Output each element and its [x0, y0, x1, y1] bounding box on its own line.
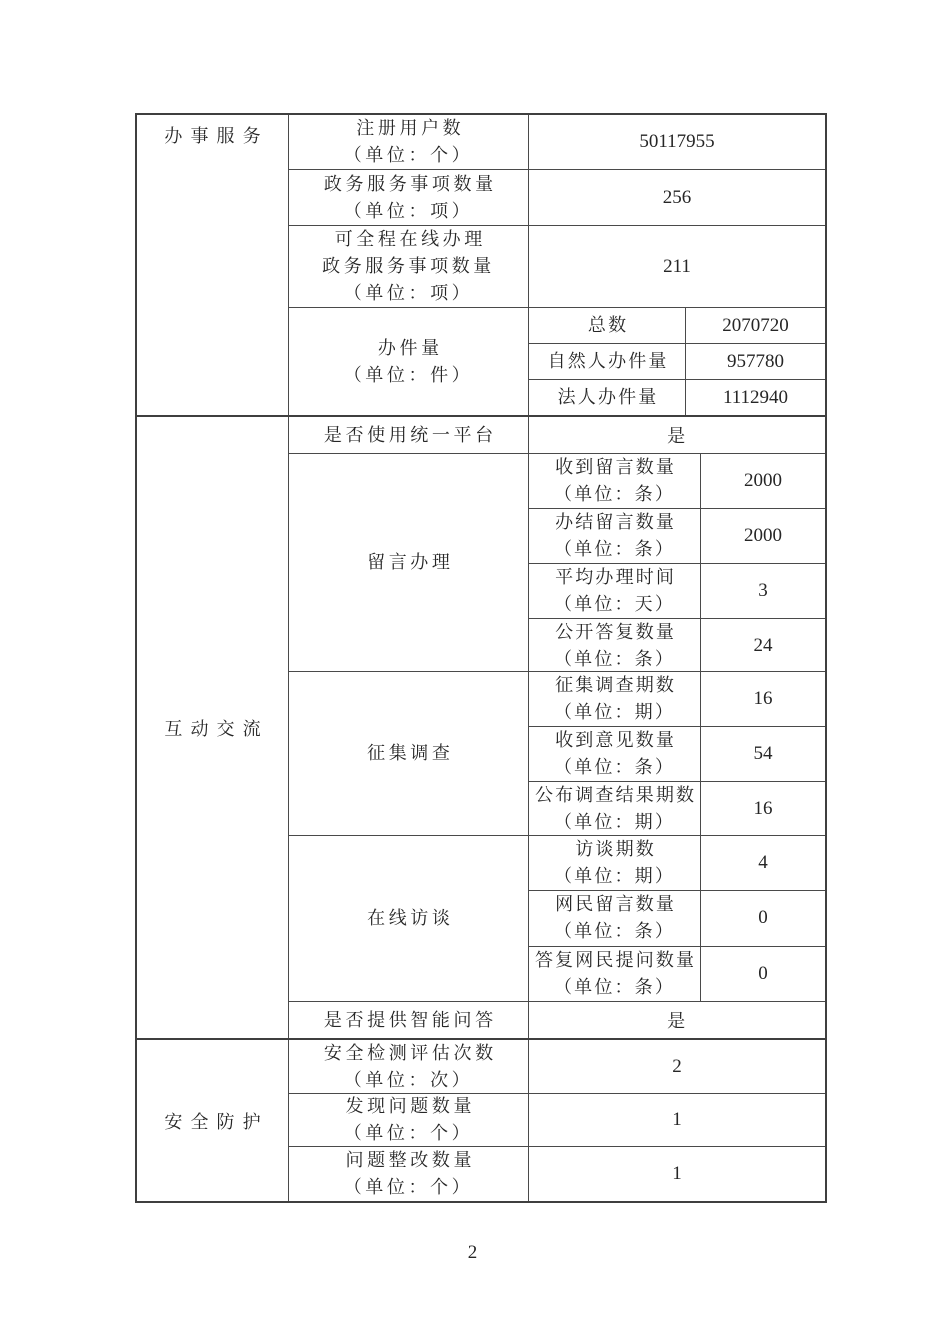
- subrow-group: [529, 672, 825, 835]
- table-subrow: [529, 891, 825, 946]
- metric-label: 是否提供智能问答: [289, 1002, 529, 1038]
- submetric-label: 网民留言数量 （单位：条）: [529, 891, 701, 945]
- metric-label: 问题整改数量 （单位：个）: [289, 1147, 529, 1201]
- category-cell: [137, 417, 289, 1038]
- table-subrow: [529, 564, 825, 619]
- submetric-label: 访谈期数 （单位：期）: [529, 836, 701, 890]
- table-row: [289, 454, 825, 672]
- table-subrow: [529, 454, 825, 509]
- table-row: [289, 308, 825, 415]
- submetric-label: 公开答复数量 （单位：条）: [529, 619, 701, 673]
- submetric-value: 24: [753, 635, 773, 656]
- metric-label: 留言办理: [289, 454, 529, 671]
- table-subrow: [529, 672, 825, 727]
- table-subrow: [529, 947, 825, 1001]
- submetric-value: 1112940: [722, 386, 789, 408]
- submetric-value: 0: [758, 962, 768, 984]
- submetric-label: 征集调查期数 （单位：期）: [529, 672, 701, 726]
- table-subrow: [529, 782, 825, 836]
- metric-label: 发现问题数量 （单位：个）: [289, 1094, 529, 1146]
- submetric-value: 0: [758, 907, 768, 929]
- submetric-label: 总数: [529, 308, 686, 343]
- subrow-group: [529, 454, 825, 671]
- table-row: [289, 115, 825, 170]
- submetric-label: 自然人办件量: [529, 344, 686, 379]
- table-row: [289, 1094, 825, 1147]
- metric-value: 是: [667, 1011, 687, 1031]
- table-subrow: [529, 344, 825, 380]
- submetric-value: 2070720: [722, 314, 789, 336]
- table-subrow: [529, 380, 825, 415]
- submetric-label: 办结留言数量 （单位：条）: [529, 509, 701, 563]
- submetric-label: 法人办件量: [529, 380, 686, 415]
- submetric-label: 答复网民提问数量 （单位：条）: [529, 947, 701, 1001]
- category-cell: [137, 115, 289, 415]
- metric-label: 是否使用统一平台: [289, 417, 529, 453]
- metric-value: 211: [663, 255, 691, 277]
- section-security: [137, 1040, 825, 1201]
- table-row: [289, 170, 825, 226]
- table-row: [289, 417, 825, 454]
- subrow-group: [529, 836, 825, 1001]
- submetric-label: 平均办理时间 （单位：天）: [529, 564, 701, 618]
- submetric-label: 公布调查结果期数 （单位：期）: [529, 782, 701, 836]
- metric-label: 征集调查: [289, 672, 529, 835]
- table-subrow: [529, 308, 825, 344]
- submetric-value: 16: [753, 688, 773, 709]
- table-subrow: [529, 619, 825, 673]
- metric-value: 1: [672, 1163, 682, 1184]
- submetric-value: 16: [753, 798, 773, 819]
- submetric-value: 957780: [727, 350, 784, 372]
- page-number: 2: [467, 1242, 478, 1263]
- submetric-value: 54: [753, 743, 773, 764]
- submetric-value: 4: [758, 852, 768, 874]
- table-row: [289, 1040, 825, 1094]
- table-subrow: [529, 727, 825, 782]
- table-row: [289, 1002, 825, 1038]
- table-row: [289, 1147, 825, 1201]
- section-interaction: [137, 417, 825, 1040]
- metric-label: 政务服务事项数量 （单位：项）: [289, 170, 529, 225]
- table-row: [289, 836, 825, 1002]
- metric-value: 50117955: [639, 131, 715, 152]
- section-body: [289, 1040, 825, 1201]
- submetric-value: 3: [758, 580, 768, 601]
- section-body: [289, 417, 825, 1038]
- category-label: 安全防护: [164, 1111, 269, 1132]
- table-subrow: [529, 836, 825, 891]
- table-subrow: [529, 509, 825, 564]
- submetric-label: 收到意见数量 （单位：条）: [529, 727, 701, 781]
- submetric-value: 2000: [744, 525, 782, 546]
- report-table: [135, 113, 827, 1203]
- metric-label: 在线访谈: [289, 836, 529, 1001]
- submetric-value: 2000: [744, 470, 782, 491]
- metric-value: 2: [672, 1055, 682, 1077]
- category-cell: [137, 1040, 289, 1201]
- metric-value: 是: [667, 426, 687, 446]
- category-label: 办事服务: [164, 126, 269, 146]
- metric-value: 1: [672, 1109, 682, 1130]
- subrow-group: [529, 308, 825, 415]
- section-body: [289, 115, 825, 415]
- metric-value: 256: [662, 186, 692, 208]
- metric-label: 安全检测评估次数 （单位：次）: [289, 1040, 529, 1093]
- table-row: [289, 672, 825, 836]
- metric-label: 可全程在线办理 政务服务事项数量 （单位：项）: [289, 226, 529, 307]
- metric-label: 注册用户数 （单位：个）: [289, 115, 529, 169]
- table-row: [289, 226, 825, 308]
- section-service-handling: [137, 115, 825, 417]
- category-label: 互动交流: [164, 718, 269, 739]
- submetric-label: 收到留言数量 （单位：条）: [529, 454, 701, 508]
- metric-label: 办件量 （单位：件）: [289, 308, 529, 415]
